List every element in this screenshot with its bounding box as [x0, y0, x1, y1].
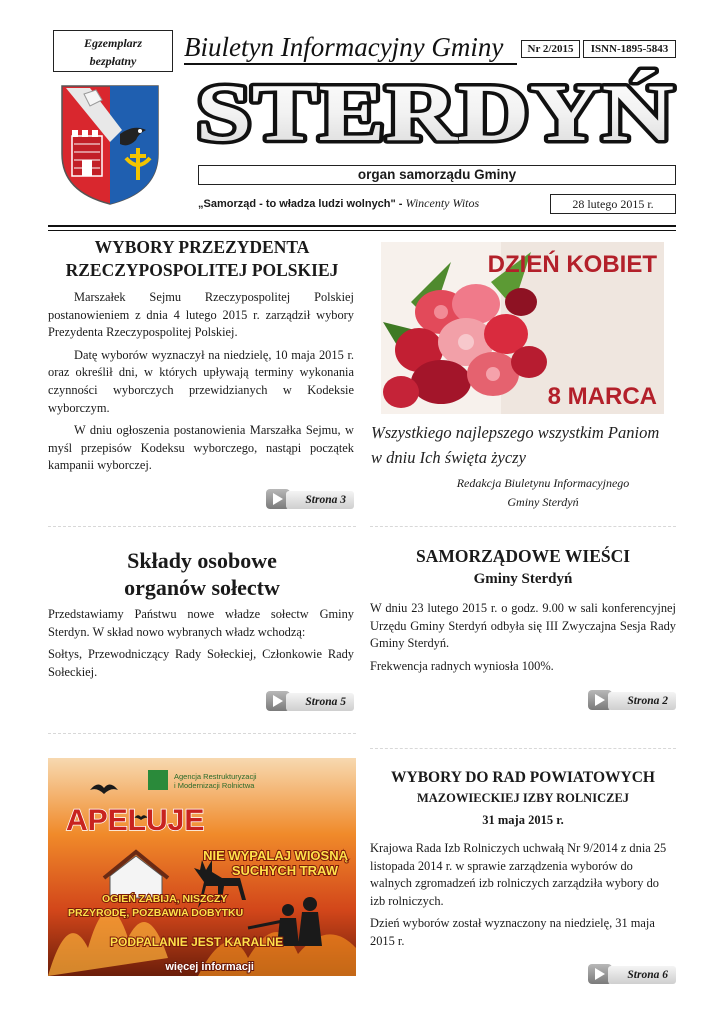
separator — [370, 748, 676, 749]
signature-line-1: Redakcja Biuletynu Informacyjnego — [456, 476, 630, 490]
coat-of-arms-icon — [60, 84, 160, 206]
newspaper-name — [190, 64, 680, 160]
womens-day-banner — [381, 242, 664, 414]
local-news-subtitle: Gminy Sterdyń — [473, 571, 573, 587]
election-page-label: Strona 3 — [286, 491, 354, 509]
local-news-title: SAMORZĄDOWE WIEŚCI — [415, 546, 631, 566]
election-title — [48, 236, 356, 282]
poster-line-1: NIE WYPALAJ WIOSNĄ — [203, 848, 348, 863]
motto — [198, 196, 479, 211]
election-paragraph-1: Marszałek Sejmu Rzeczypospolitej Polskiej postanowieniem z dnia 4 lutego 2015 r. zarządził wybory Prezydenta Rzeczypospolitej Polskiej. — [48, 290, 354, 340]
local-news-page-link[interactable] — [588, 690, 676, 710]
agri-page-link[interactable] — [588, 964, 676, 984]
free-copy-box — [53, 30, 173, 72]
councils-page-label: Strona 5 — [286, 693, 354, 711]
agri-page-label: Strona 6 — [608, 966, 676, 984]
womens-day-banner-date: 8 MARCA — [547, 383, 657, 410]
poster-headline: APELUJE — [66, 804, 205, 837]
wishes-line-2: w dniu Ich święta życzy — [371, 448, 526, 467]
agri-title: WYBORY DO RAD POWIATOWYCH — [391, 769, 655, 786]
poster-line-2: SUCHYCH TRAW — [231, 863, 338, 878]
local-news-paragraph-1: W dniu 23 lutego 2015 r. o godz. 9.00 w sali konferencyjnej Urzędu Gminy Sterdyń odbyła się III Zwyczajna Sesja Rady Gminy Sterdyń. — [370, 601, 676, 651]
councils-paragraph-2: Sołtys, Przewodniczący Rady Sołeckiej, Członkowie Rady Sołeckiej. — [48, 647, 354, 679]
poster-line-3: OGIEŃ ZABIJA, NISZCZY — [102, 893, 228, 905]
bulletin-title: Biuletyn Informacyjny Gminy — [184, 32, 517, 65]
election-body — [48, 289, 354, 480]
agri-paragraph-1: Krajowa Rada Izb Rolniczych uchwałą Nr 9/2014 z dnia 25 listopada 2014 r. w sprawie zarządzenia wyborów do walnych zgromadzeń izb rolniczych zarządziła wybory do izb rolniczych. — [370, 841, 667, 908]
issue-number: Nr 2/2015 — [521, 40, 580, 58]
separator — [48, 526, 356, 527]
councils-body — [48, 606, 354, 686]
signature-line-2: Gminy Sterdyń — [507, 495, 579, 509]
agency-line-1: Agencja Restrukturyzacji — [174, 772, 257, 781]
election-title-line2: RZECZYPOSPOLITEJ POLSKIEJ — [65, 260, 339, 280]
councils-title-line2: organów sołectw — [124, 575, 280, 600]
local-news-paragraph-2: Frekwencja radnych wyniosła 100%. — [370, 658, 554, 673]
masthead-rule-thin — [48, 230, 676, 231]
agri-subtitle: MAZOWIECKIEJ IZBY ROLNICZEJ — [416, 791, 630, 805]
councils-title — [48, 547, 356, 601]
organ-line: organ samorządu Gminy — [198, 165, 676, 185]
election-paragraph-3: W dniu ogłoszenia postanowienia Marszałka Sejmu, w myśl przepisów Kodeksu wyborczego, nastąpi początek kampanii wyborczej. — [48, 423, 354, 473]
separator — [48, 733, 356, 734]
poster-line-5: PODPALANIE JEST KARALNE — [110, 935, 284, 949]
free-copy-line1: Egzemplarz — [83, 36, 142, 50]
councils-page-link[interactable] — [266, 691, 354, 711]
issn-number: ISNN-1895-5843 — [583, 40, 676, 58]
councils-paragraph-1: Przedstawiamy Państwu nowe władze sołectw Gminy Sterdyn. W skład nowo wybranych władz wchodzą: — [48, 607, 354, 639]
masthead-rule — [48, 225, 676, 227]
election-page-link[interactable] — [266, 489, 354, 509]
agri-body — [370, 840, 676, 956]
poster-more-info: więcej informacji — [165, 961, 254, 973]
agri-paragraph-2: Dzień wyborów został wyznaczony na niedzielę, 31 maja 2015 r. — [370, 916, 655, 948]
councils-title-line1: Składy osobowe — [127, 548, 277, 573]
womens-day-banner-title: DZIEŃ KOBIET — [487, 251, 657, 278]
separator — [370, 526, 676, 527]
local-news-body — [370, 600, 676, 680]
election-title-line1: WYBORY PRZEZYDENTA — [94, 237, 310, 257]
agri-date: 31 maja 2015 r. — [482, 813, 564, 827]
womens-day-signature — [430, 474, 656, 512]
local-news-page-label: Strona 2 — [608, 692, 676, 710]
fire-warning-poster — [48, 758, 356, 976]
election-paragraph-2: Datę wyborów wyznaczył na niedzielę, 10 maja 2015 r. oraz określił dni, w których upływają terminy wykonania czynności wyborczych przewidzianych w Kodeksie wyborczym. — [48, 347, 354, 415]
newspaper-name-text: STERDYŃ — [196, 67, 674, 158]
poster-line-4: PRZYRODĘ, POZBAWIA DOBYTKU — [68, 907, 244, 919]
wishes-line-1: Wszystkiego najlepszego wszystkim Paniom — [371, 423, 660, 442]
motto-quote: „Samorząd - to władza ludzi wolnych" - — [198, 198, 406, 210]
free-copy-line2: bezpłatny — [89, 54, 137, 68]
issue-date: 28 lutego 2015 r. — [550, 194, 676, 214]
motto-author: Wincenty Witos — [405, 196, 480, 210]
agency-line-2: i Modernizacji Rolnictwa — [174, 781, 255, 790]
womens-day-wishes — [371, 420, 676, 470]
